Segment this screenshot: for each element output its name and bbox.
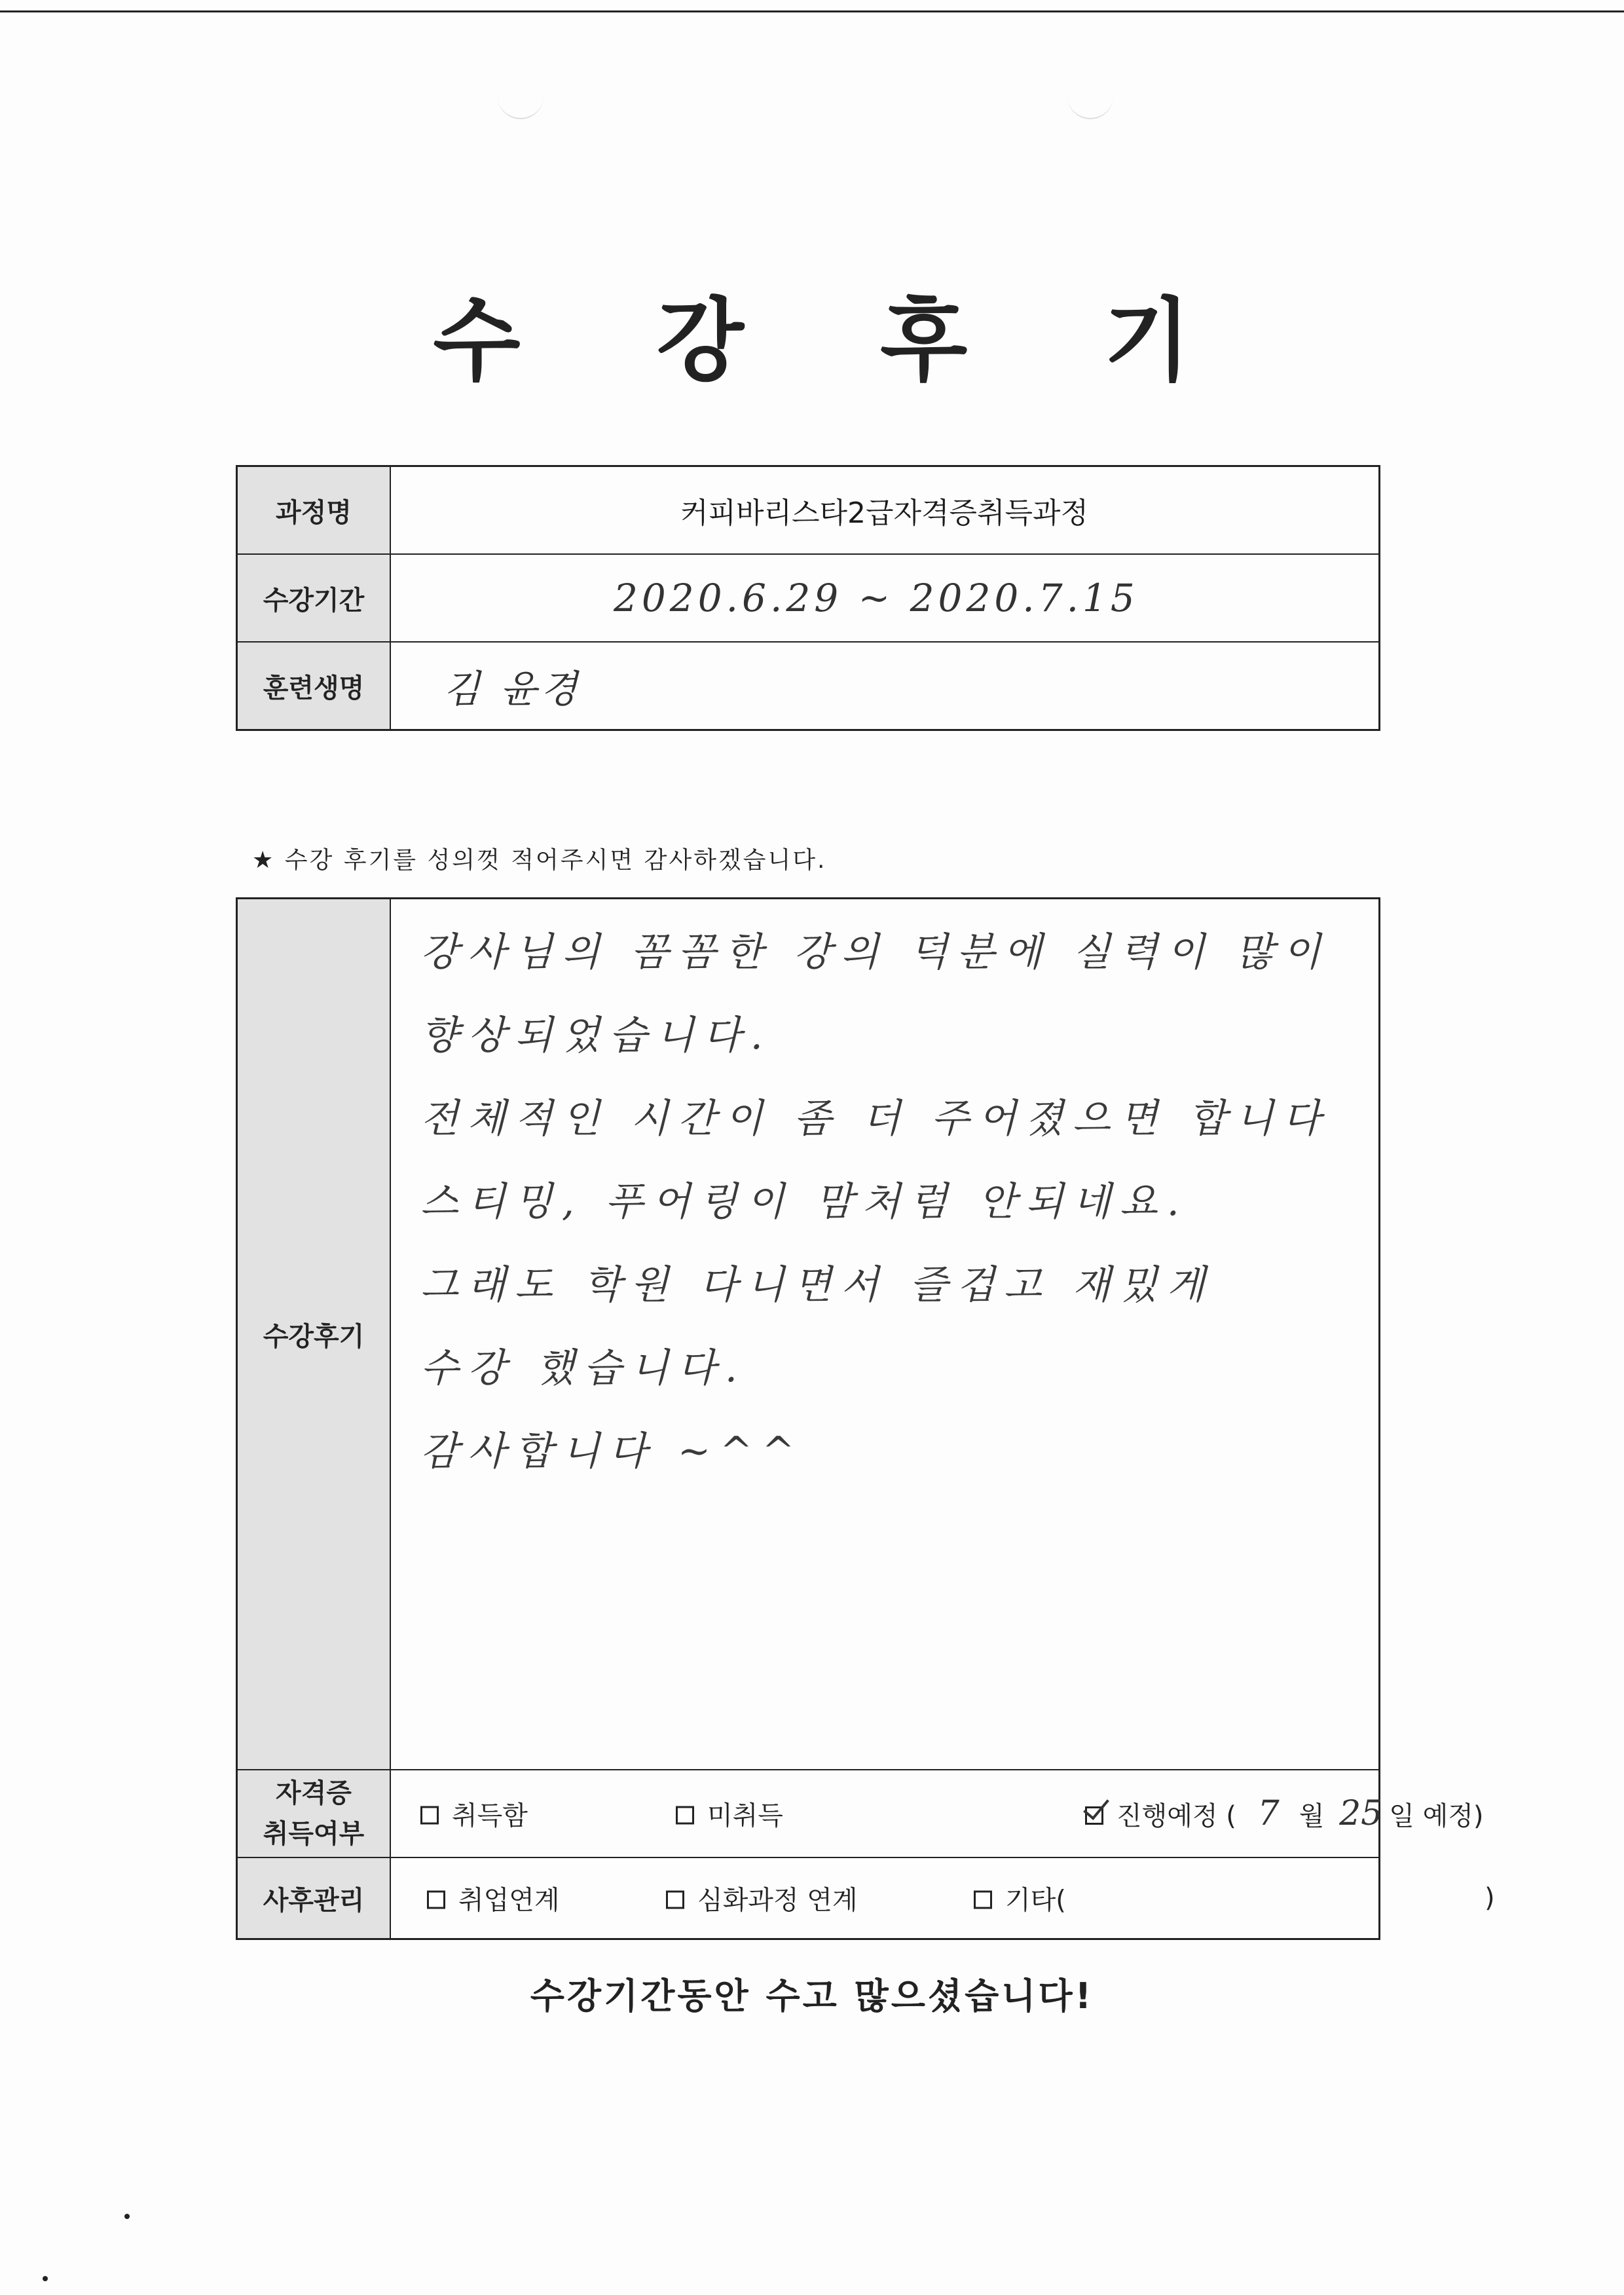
review-label: 수강후기: [237, 899, 391, 1770]
period-handwritten-value: 2020.6.29 ~ 2020.7.15: [614, 576, 1139, 620]
checkbox-other[interactable]: [974, 1891, 992, 1909]
option-planned[interactable]: [1085, 1794, 1483, 1833]
certification-label-line2: 취득여부: [263, 1819, 365, 1849]
certification-label-line1: 자격증: [276, 1778, 352, 1808]
option-advanced[interactable]: [666, 1880, 858, 1917]
option-planned-label: 진행예정 (: [1116, 1801, 1236, 1831]
aftercare-options: [390, 1857, 1495, 1939]
checkbox-employment[interactable]: [427, 1891, 445, 1909]
checkbox-acquired[interactable]: [420, 1806, 439, 1825]
trainee-row: [237, 642, 1380, 730]
option-acquired[interactable]: [420, 1795, 528, 1833]
review-line: 전체적인 시간이 좀 더 주어졌으면 합니다: [420, 1096, 1330, 1142]
certification-row: [237, 1770, 1380, 1857]
planned-day-handwritten: 25: [1339, 1794, 1383, 1833]
scan-speck: [43, 2276, 48, 2281]
option-acquired-label: 취득함: [452, 1801, 528, 1831]
review-row: [237, 899, 1380, 1770]
review-line: 그래도 학원 다니면서 즐겁고 재밌게: [420, 1262, 1214, 1308]
option-employment[interactable]: [427, 1880, 560, 1917]
planned-month-handwritten: 7: [1257, 1794, 1280, 1833]
option-other-close: ): [1485, 1883, 1495, 1913]
closing-message: 수강기간동안 수고 많으셨습니다!: [530, 1975, 1094, 2017]
period-row: [237, 554, 1380, 642]
option-other[interactable]: [974, 1880, 1066, 1917]
month-unit-label: 월: [1299, 1801, 1325, 1831]
option-advanced-label: 심화과정 연계: [697, 1885, 858, 1916]
option-other-label: 기타(: [1005, 1885, 1066, 1916]
checkbox-planned-checked[interactable]: [1085, 1806, 1103, 1825]
scan-edge-line: [0, 10, 1624, 12]
option-employment-label: 취업연계: [458, 1885, 560, 1916]
review-line: 감사합니다 ~^^: [420, 1428, 804, 1474]
course-value: 커피바리스타2급자격증취득과정: [390, 466, 1380, 555]
day-unit-label: 일 예정): [1389, 1801, 1484, 1831]
review-line: 수강 했습니다.: [420, 1345, 747, 1391]
checkbox-not-acquired[interactable]: [676, 1806, 694, 1825]
aftercare-row: [237, 1857, 1380, 1939]
checkbox-advanced[interactable]: [666, 1891, 684, 1909]
trainee-handwritten-name: 김 윤경: [443, 667, 581, 711]
scan-speck: [124, 2214, 130, 2219]
document-title: 수 강 후 기: [433, 288, 1244, 394]
course-row: [237, 466, 1380, 555]
period-label: 수강기간: [237, 554, 391, 642]
option-not-acquired-label: 미취득: [707, 1801, 783, 1831]
course-info-table: [236, 465, 1380, 731]
aftercare-label: 사후관리: [237, 1857, 391, 1939]
review-line: 향상되었습니다.: [420, 1013, 772, 1058]
course-label: 과정명: [237, 466, 391, 555]
instruction-note: ★ 수강 후기를 성의껏 적어주시면 감사하겠습니다.: [252, 847, 827, 874]
certification-label: [237, 1770, 391, 1857]
trainee-label: 훈련생명: [237, 642, 391, 730]
punch-hole-mark: [1067, 85, 1113, 119]
review-handwritten-body: [390, 899, 1380, 1770]
review-table: [236, 897, 1495, 1940]
certification-options: [390, 1770, 1484, 1857]
review-line: 강사님의 꼼꼼한 강의 덕분에 실력이 많이: [420, 929, 1330, 975]
punch-hole-mark: [498, 85, 544, 119]
option-not-acquired[interactable]: [676, 1795, 783, 1833]
review-line: 스티밍, 푸어링이 맘처럼 안되네요.: [420, 1179, 1189, 1225]
